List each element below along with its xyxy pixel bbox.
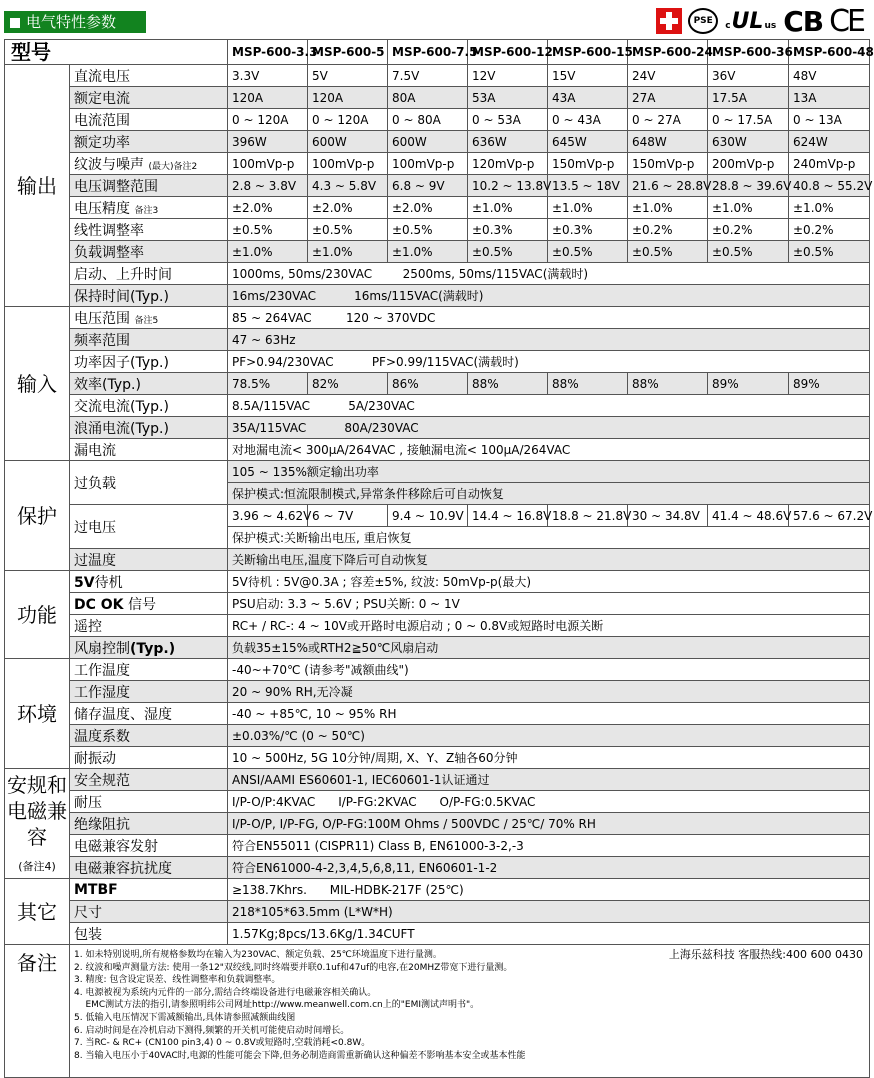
value-cell: 0 ~ 53A <box>468 109 548 131</box>
value-cell: 648W <box>628 131 708 153</box>
value-cell: 53A <box>468 87 548 109</box>
others-dimension-row <box>5 901 870 923</box>
row-label: 包装 <box>70 923 228 945</box>
section-remarks: 备注 <box>5 945 70 1078</box>
value-cell: ≥138.7Khrs. MIL-HDBK-217F (25℃) <box>228 879 870 901</box>
value-cell: 41.4 ~ 48.6V <box>708 505 789 527</box>
value-cell: 120A <box>308 87 388 109</box>
section-header <box>4 11 146 33</box>
value-cell: 30 ~ 34.8V <box>628 505 708 527</box>
value-cell: 624W <box>789 131 870 153</box>
value-cell: 43A <box>548 87 628 109</box>
row-label-bold: (Typ.) <box>130 640 176 657</box>
value-cell: ±0.5% <box>388 219 468 241</box>
value-cell: 89% <box>789 373 870 395</box>
function-fan-row <box>5 637 870 659</box>
value-cell: ±0.2% <box>628 219 708 241</box>
row-label: 额定功率 <box>70 131 228 153</box>
row-label: 电流范围 <box>70 109 228 131</box>
row-label: 电磁兼容发射 <box>70 835 228 857</box>
row-label-note: 备注5 <box>134 315 159 326</box>
value-cell: ±0.5% <box>308 219 388 241</box>
value-cell: 16ms/230VAC 16ms/115VAC(满载时) <box>228 285 870 307</box>
value-cell: 78.5% <box>228 373 308 395</box>
output-line-reg-row <box>5 219 870 241</box>
value-cell: 2.8 ~ 3.8V <box>228 175 308 197</box>
value-cell: ±1.0% <box>228 241 308 263</box>
section-protection: 保护 <box>5 461 70 571</box>
row-label: 遥控 <box>70 615 228 637</box>
row-label-text: 待机 <box>94 574 123 591</box>
row-label: 启动、上升时间 <box>70 263 228 285</box>
value-cell: 6.8 ~ 9V <box>388 175 468 197</box>
remark-line: 2. 纹波和噪声测量方法: 使用一条12"双绞线,同时终端要并联0.1uf和47uf的电容,在20MHZ带宽下进行量测。 <box>74 962 513 973</box>
value-cell: 40.8 ~ 55.2V <box>789 175 870 197</box>
row-label: 频率范围 <box>70 329 228 351</box>
value-cell: 0 ~ 13A <box>789 109 870 131</box>
model-cell: MSP-600-3.3 <box>228 40 308 65</box>
value-cell: 150mVp-p <box>548 153 628 175</box>
env-temp-coeff-row <box>5 725 870 747</box>
value-cell: 36V <box>708 65 789 87</box>
value-cell: 80A <box>388 87 468 109</box>
value-cell: 150mVp-p <box>628 153 708 175</box>
certification-logos <box>656 4 863 38</box>
value-cell: ANSI/AAMI ES60601-1, IEC60601-1认证通过 <box>228 769 870 791</box>
input-inrush-row <box>5 417 870 439</box>
value-cell: 100mVp-p <box>388 153 468 175</box>
row-label-text: 电压范围 <box>74 310 130 327</box>
value-cell: 35A/115VAC 80A/230VAC <box>228 417 870 439</box>
value-cell: 120mVp-p <box>468 153 548 175</box>
ce-logo: CE <box>829 3 863 39</box>
row-label: 电压调整范围 <box>70 175 228 197</box>
value-cell: 5V <box>308 65 388 87</box>
value-cell: 27A <box>628 87 708 109</box>
row-label <box>70 197 228 219</box>
value-cell: ±1.0% <box>308 241 388 263</box>
value-cell: ±0.5% <box>628 241 708 263</box>
value-cell: 0 ~ 80A <box>388 109 468 131</box>
model-cell: MSP-600-36 <box>708 40 789 65</box>
value-cell: 9.4 ~ 10.9V <box>388 505 468 527</box>
value-cell: 15V <box>548 65 628 87</box>
output-dc-voltage-row <box>5 65 870 87</box>
remark-line: 6. 启动时间是在冷机启动下测得,频繁的开关机可能使启动时间增长。 <box>74 1025 350 1036</box>
model-cell: MSP-600-5 <box>308 40 388 65</box>
row-label-note: 备注3 <box>134 205 159 216</box>
value-cell: 645W <box>548 131 628 153</box>
env-vibration-row <box>5 747 870 769</box>
function-standby-row <box>5 571 870 593</box>
safety-standards-row <box>5 769 870 791</box>
section-safety <box>5 769 70 879</box>
value-cell: ±2.0% <box>388 197 468 219</box>
row-label-text: 纹波与噪声 <box>74 156 144 173</box>
input-ac-current-row <box>5 395 870 417</box>
input-leakage-row <box>5 439 870 461</box>
safety-emc-emission-row <box>5 835 870 857</box>
value-cell: 20 ~ 90% RH,无冷凝 <box>228 681 870 703</box>
value-cell: 13A <box>789 87 870 109</box>
value-cell: 0 ~ 17.5A <box>708 109 789 131</box>
value-cell: 89% <box>708 373 789 395</box>
value-cell: 3.96 ~ 4.62V <box>228 505 308 527</box>
row-label: 保持时间(Typ.) <box>70 285 228 307</box>
row-label: 工作温度 <box>70 659 228 681</box>
section-others: 其它 <box>5 879 70 945</box>
value-cell: ±0.5% <box>548 241 628 263</box>
safety-withstand-row <box>5 791 870 813</box>
row-label: 直流电压 <box>70 65 228 87</box>
section-safety-note: (备注4) <box>18 859 56 873</box>
input-efficiency-row <box>5 373 870 395</box>
row-label: 绝缘阻抗 <box>70 813 228 835</box>
row-label <box>70 571 228 593</box>
row-label: 功率因子(Typ.) <box>70 351 228 373</box>
value-cell: 14.4 ~ 16.8V <box>468 505 548 527</box>
value-cell: 48V <box>789 65 870 87</box>
value-cell: 6 ~ 7V <box>308 505 388 527</box>
function-remote-row <box>5 615 870 637</box>
value-cell: 88% <box>468 373 548 395</box>
value-cell: 120A <box>228 87 308 109</box>
model-cell: MSP-600-12 <box>468 40 548 65</box>
value-cell: 57.6 ~ 67.2V <box>789 505 870 527</box>
model-cell: MSP-600-24 <box>628 40 708 65</box>
row-label: 效率(Typ.) <box>70 373 228 395</box>
value-cell: 200mVp-p <box>708 153 789 175</box>
value-cell: ±0.03%/℃ (0 ~ 50℃) <box>228 725 870 747</box>
value-cell: 240mVp-p <box>789 153 870 175</box>
value-cell: ±0.2% <box>708 219 789 241</box>
model-row <box>5 40 870 65</box>
value-cell: 630W <box>708 131 789 153</box>
function-dc-ok-row <box>5 593 870 615</box>
value-cell: -40~+70℃ (请参考"减额曲线") <box>228 659 870 681</box>
row-label-text: 信号 <box>127 596 156 613</box>
row-label-text: 风扇控制 <box>74 640 130 657</box>
square-icon <box>10 18 20 28</box>
value-cell: 100mVp-p <box>228 153 308 175</box>
value-cell: 4.3 ~ 5.8V <box>308 175 388 197</box>
value-cell: 88% <box>628 373 708 395</box>
value-cell: 关断输出电压,温度下降后可自动恢复 <box>228 549 870 571</box>
value-cell: 18.8 ~ 21.8V <box>548 505 628 527</box>
output-rated-current-row <box>5 87 870 109</box>
row-label-text: 电压精度 <box>74 200 130 217</box>
remark-line: 4. 电源被视为系统内元件的一部分,需结合终端设备进行电磁兼容相关确认。 <box>74 987 377 998</box>
value-cell: 218*105*63.5mm (L*W*H) <box>228 901 870 923</box>
value-cell: 负载35±15%或RTH2≧50℃风扇启动 <box>228 637 870 659</box>
value-cell: 8.5A/115VAC 5A/230VAC <box>228 395 870 417</box>
output-hold-up-row <box>5 285 870 307</box>
row-label <box>70 637 228 659</box>
section-output: 输出 <box>5 65 70 307</box>
env-working-temp-row <box>5 659 870 681</box>
value-cell: 47 ~ 63Hz <box>228 329 870 351</box>
value-cell: 82% <box>308 373 388 395</box>
value-cell: 396W <box>228 131 308 153</box>
remarks-cell <box>70 945 870 1078</box>
value-cell: I/P-O/P:4KVAC I/P-FG:2KVAC O/P-FG:0.5KVAC <box>228 791 870 813</box>
value-cell: 100mVp-p <box>308 153 388 175</box>
row-label: 储存温度、湿度 <box>70 703 228 725</box>
remark-line: 1. 如未特别说明,所有规格参数均在输入为230VAC、额定负载、25℃环境温度下进行量测。 <box>74 950 442 960</box>
value-cell: ±1.0% <box>388 241 468 263</box>
value-cell: ±1.0% <box>708 197 789 219</box>
value-cell: ±2.0% <box>308 197 388 219</box>
row-label: 尺寸 <box>70 901 228 923</box>
value-cell: ±0.2% <box>789 219 870 241</box>
value-cell: 符合EN55011 (CISPR11) Class B, EN61000-3-2,-3 <box>228 835 870 857</box>
row-label <box>70 307 228 329</box>
row-label: 工作湿度 <box>70 681 228 703</box>
cb-logo: CB <box>783 4 824 38</box>
spec-table <box>4 39 874 1078</box>
remark-line: 5. 低输入电压情况下需减额输出,具体请参照减额曲线图 <box>74 1012 296 1023</box>
value-cell: ±0.3% <box>468 219 548 241</box>
value-cell: 对地漏电流< 300μA/264VAC , 接触漏电流< 100μA/264VAC <box>228 439 870 461</box>
remark-line: 8. 当输入电压小于40VAC时,电源的性能可能会下降,但务必制造商需重新确认这种偏差不影响基本安全或基本性能 <box>74 1050 526 1061</box>
row-label: 交流电流(Typ.) <box>70 395 228 417</box>
model-cell: MSP-600-15 <box>548 40 628 65</box>
value-cell: 600W <box>388 131 468 153</box>
row-label: 耐振动 <box>70 747 228 769</box>
value-cell: PSU启动: 3.3 ~ 5.6V ; PSU关断: 0 ~ 1V <box>228 593 870 615</box>
value-cell: 保护模式:恒流限制模式,异常条件移除后可自动恢复 <box>228 483 870 505</box>
protection-overvoltage-row <box>5 505 870 527</box>
safety-emc-immunity-row <box>5 857 870 879</box>
value-cell: I/P-O/P, I/P-FG, O/P-FG:100M Ohms / 500VDC / 25℃/ 70% RH <box>228 813 870 835</box>
model-cell: MSP-600-7.5 <box>388 40 468 65</box>
row-label: 过电压 <box>70 505 228 549</box>
value-cell: ±1.0% <box>628 197 708 219</box>
value-cell: 3.3V <box>228 65 308 87</box>
row-label: 负载调整率 <box>70 241 228 263</box>
env-storage-row <box>5 703 870 725</box>
value-cell: 85 ~ 264VAC 120 ~ 370VDC <box>228 307 870 329</box>
value-cell: ±0.5% <box>708 241 789 263</box>
value-cell: ±0.5% <box>228 219 308 241</box>
row-label: MTBF <box>70 879 228 901</box>
row-label: 浪涌电流(Typ.) <box>70 417 228 439</box>
medical-cross-icon <box>656 8 682 34</box>
input-power-factor-row <box>5 351 870 373</box>
value-cell: ±1.0% <box>548 197 628 219</box>
value-cell: 600W <box>308 131 388 153</box>
value-cell: 1000ms, 50ms/230VAC 2500ms, 50ms/115VAC(满载时) <box>228 263 870 285</box>
value-cell: PF>0.94/230VAC PF>0.99/115VAC(满载时) <box>228 351 870 373</box>
value-cell: ±1.0% <box>789 197 870 219</box>
row-label: 额定电流 <box>70 87 228 109</box>
row-label-bold: 5V <box>74 574 95 591</box>
value-cell: 12V <box>468 65 548 87</box>
value-cell: 10 ~ 500Hz, 5G 10分钟/周期, X、Y、Z轴各60分钟 <box>228 747 870 769</box>
value-cell: ±0.5% <box>789 241 870 263</box>
model-cell: MSP-600-48 <box>789 40 870 65</box>
output-setup-rise-row <box>5 263 870 285</box>
row-label: 温度系数 <box>70 725 228 747</box>
value-cell: 0 ~ 27A <box>628 109 708 131</box>
output-load-reg-row <box>5 241 870 263</box>
row-label <box>70 153 228 175</box>
value-cell: 636W <box>468 131 548 153</box>
value-cell: 17.5A <box>708 87 789 109</box>
row-label-note: (最大)备注2 <box>148 161 198 172</box>
value-cell: 保护模式:关断输出电压, 重启恢复 <box>228 527 870 549</box>
output-ripple-row <box>5 153 870 175</box>
env-working-humidity-row <box>5 681 870 703</box>
row-label: 漏电流 <box>70 439 228 461</box>
output-voltage-adj-row <box>5 175 870 197</box>
value-cell: 0 ~ 120A <box>308 109 388 131</box>
remark-line: 7. 当RC- & RC+ (CN100 pin3,4) 0 ~ 0.8V或短路时,空载消耗<0.8W。 <box>74 1038 371 1049</box>
pse-logo: PSE <box>688 8 718 34</box>
value-cell: -40 ~ +85℃, 10 ~ 95% RH <box>228 703 870 725</box>
protection-overtemp-row <box>5 549 870 571</box>
input-frequency-row <box>5 329 870 351</box>
remark-line: 3. 精度: 包含设定误差、线性调整率和负载调整率。 <box>74 975 281 986</box>
value-cell: ±2.0% <box>228 197 308 219</box>
row-label: 过温度 <box>70 549 228 571</box>
value-cell: 0 ~ 120A <box>228 109 308 131</box>
section-function: 功能 <box>5 571 70 659</box>
others-packing-row <box>5 923 870 945</box>
remark-line: EMC测试方法的指引,请参照明纬公司网址http://www.meanwell.com.cn上的"EMI测试声明书"。 <box>74 1000 480 1011</box>
cul-us-logo: c UL us <box>725 8 777 34</box>
value-cell: 7.5V <box>388 65 468 87</box>
value-cell: RC+ / RC-: 4 ~ 10V或开路时电源启动 ; 0 ~ 0.8V或短路时电源关断 <box>228 615 870 637</box>
remarks-row <box>5 945 870 1078</box>
value-cell: 88% <box>548 373 628 395</box>
output-voltage-tol-row <box>5 197 870 219</box>
value-cell: 10.2 ~ 13.8V <box>468 175 548 197</box>
model-label: 型号 <box>5 40 228 65</box>
row-label: 线性调整率 <box>70 219 228 241</box>
output-current-range-row <box>5 109 870 131</box>
row-label: 过负载 <box>70 461 228 505</box>
row-label-bold: DC OK <box>74 596 124 613</box>
section-environment: 环境 <box>5 659 70 769</box>
safety-isolation-row <box>5 813 870 835</box>
value-cell: 符合EN61000-4-2,3,4,5,6,8,11, EN60601-1-2 <box>228 857 870 879</box>
row-label <box>70 593 228 615</box>
row-label: 电磁兼容抗扰度 <box>70 857 228 879</box>
value-cell: 5V待机 : 5V@0.3A ; 容差±5%, 纹波: 50mVp-p(最大) <box>228 571 870 593</box>
value-cell: ±1.0% <box>468 197 548 219</box>
section-safety-text: 安规和电磁兼容 <box>7 772 67 849</box>
value-cell: 21.6 ~ 28.8V <box>628 175 708 197</box>
value-cell: ±0.3% <box>548 219 628 241</box>
value-cell: 1.57Kg;8pcs/13.6Kg/1.34CUFT <box>228 923 870 945</box>
value-cell: 24V <box>628 65 708 87</box>
hotline-text: 上海乐兹科技 客服热线:400 600 0430 <box>668 948 863 961</box>
value-cell: 13.5 ~ 18V <box>548 175 628 197</box>
row-label: 安全规范 <box>70 769 228 791</box>
section-input: 输入 <box>5 307 70 461</box>
others-mtbf-row <box>5 879 870 901</box>
section-header-title: 电气特性参数 <box>26 13 117 31</box>
protection-overload-row <box>5 461 870 483</box>
value-cell: 0 ~ 43A <box>548 109 628 131</box>
output-rated-power-row <box>5 131 870 153</box>
input-voltage-range-row <box>5 307 870 329</box>
row-label: 耐压 <box>70 791 228 813</box>
value-cell: 105 ~ 135%额定输出功率 <box>228 461 870 483</box>
value-cell: 28.8 ~ 39.6V <box>708 175 789 197</box>
value-cell: 86% <box>388 373 468 395</box>
value-cell: ±0.5% <box>468 241 548 263</box>
